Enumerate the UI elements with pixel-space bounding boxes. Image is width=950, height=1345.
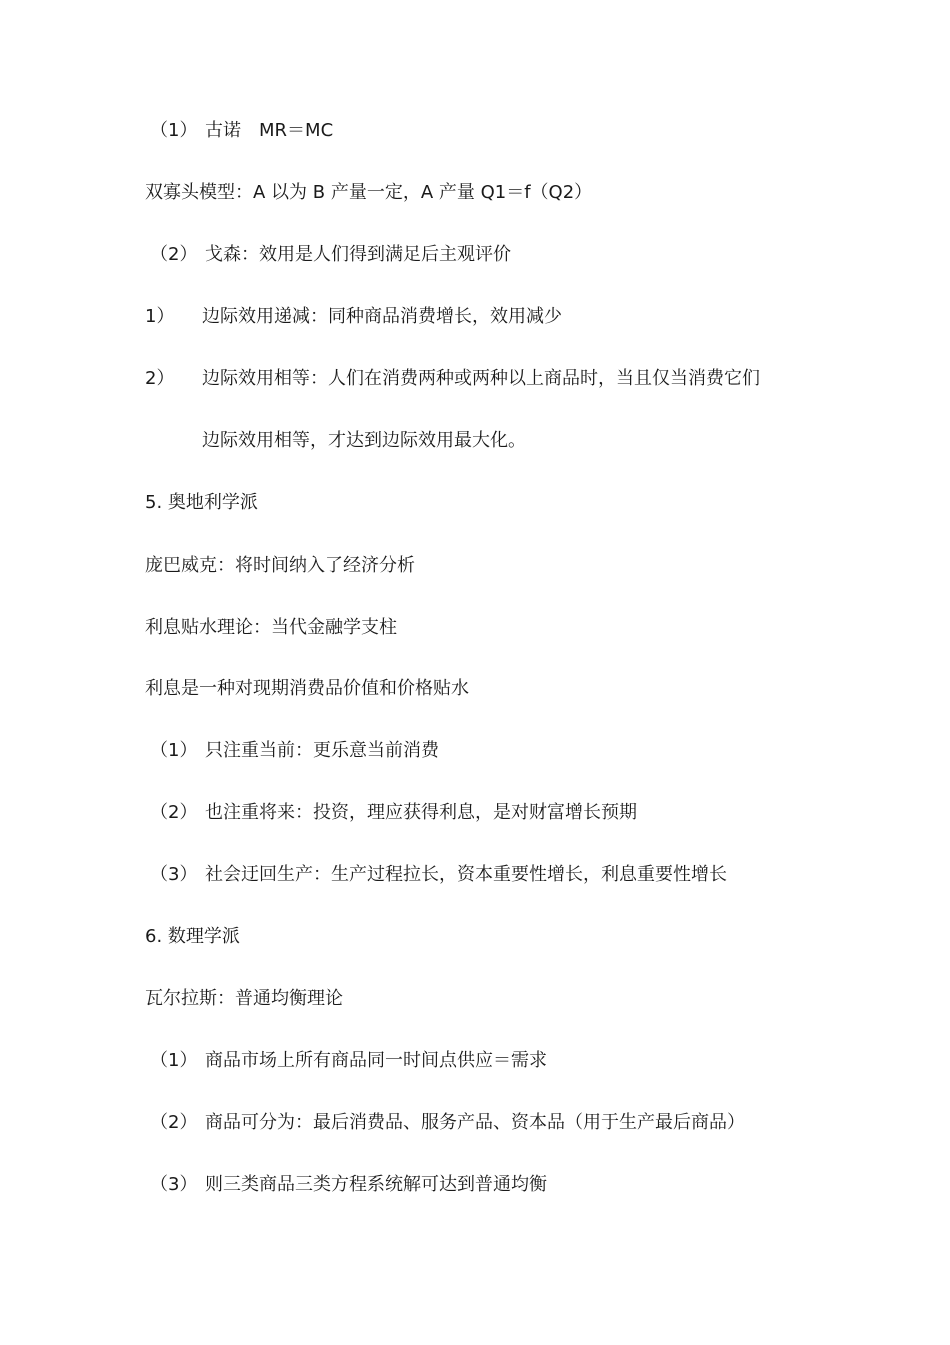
- line-text: 商品可分为：最后消费品、服务产品、资本品（用于生产最后商品）: [205, 1112, 745, 1133]
- line-text: 瓦尔拉斯：普通均衡理论: [145, 988, 343, 1009]
- line-text: 利息贴水理论：当代金融学支柱: [145, 617, 397, 638]
- line-number: （3）: [150, 864, 198, 885]
- line-text: 庞巴威克：将时间纳入了经济分析: [145, 555, 415, 576]
- line-text: 商品市场上所有商品同一时间点供应＝需求: [205, 1050, 547, 1071]
- line-number: 2）: [145, 368, 175, 389]
- line-number: 1）: [145, 306, 175, 327]
- line-text: 双寡头模型：A 以为 B 产量一定，A 产量 Q1＝f（Q2）: [145, 182, 593, 203]
- line-number: （2）: [150, 802, 198, 823]
- line-number: （1）: [150, 1050, 198, 1071]
- line-number: （2）: [150, 1112, 198, 1133]
- line-number: （1）: [150, 740, 198, 761]
- line-number: （3）: [150, 1174, 198, 1195]
- line-text: 利息是一种对现期消费品价值和价格贴水: [145, 678, 469, 699]
- line-number: （2）: [150, 244, 198, 265]
- line-text: 古诺 MR＝MC: [205, 120, 334, 141]
- line-number: （1）: [150, 120, 198, 141]
- line-text: 只注重当前：更乐意当前消费: [205, 740, 439, 761]
- line-text: 边际效用相等：人们在消费两种或两种以上商品时，当且仅当消费它们: [202, 368, 760, 389]
- line-text: 边际效用递减：同种商品消费增长，效用减少: [202, 306, 562, 327]
- line-text: 6. 数理学派: [145, 926, 240, 947]
- line-text: 戈森：效用是人们得到满足后主观评价: [205, 244, 511, 265]
- line-text: 也注重将来：投资，理应获得利息，是对财富增长预期: [205, 802, 637, 823]
- line-text: 边际效用相等，才达到边际效用最大化。: [202, 430, 526, 451]
- line-text: 5. 奥地利学派: [145, 492, 258, 513]
- line-text: 社会迂回生产：生产过程拉长，资本重要性增长，利息重要性增长: [205, 864, 727, 885]
- line-text: 则三类商品三类方程系统解可达到普通均衡: [205, 1174, 547, 1195]
